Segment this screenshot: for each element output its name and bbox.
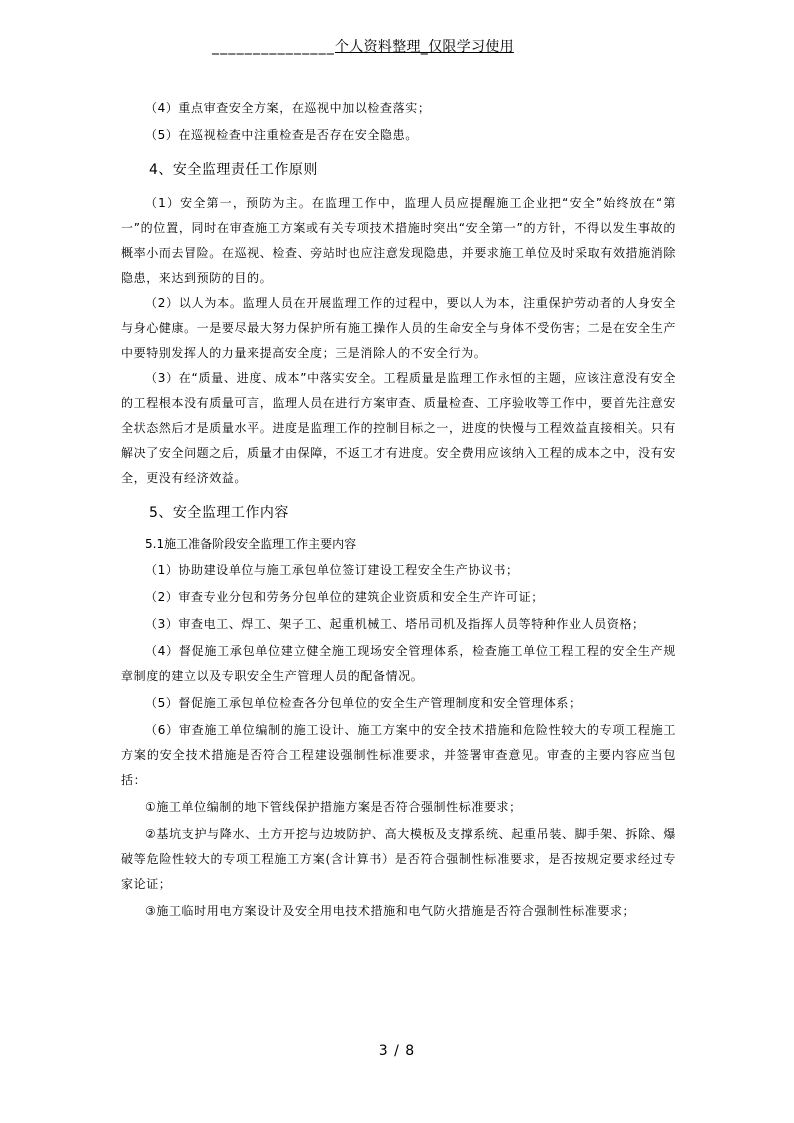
list-item: （2）审查专业分包和劳务分包单位的建筑企业资质和安全生产许可证； [145,590,544,604]
list-item: （6）审查施工单位编制的施工设计、施工方案中的安全技术措施和危险性较大的专项工程施工方案的安全技术措施是否符合工程建设强制性标准要求，并签署审查意见。审查的主要内容应当包括： [121,723,676,787]
paragraph: （3）在“质量、进度、成本”中落实安全。工程质量是监理工作永恒的主题，应该注意没有安全的工程根本没有质量可言，监理人员在进行方案审查、质量检查、工序验收等工作中，要首先注意安全状态然后才是质量水平。进度是监理工作的控制目标之一，进度的快慢与工程效益直接相关。只有解决了安全问题之后，质量才由保障，不返工才有进度。安全费用应该纳入工程的成本之中，没有安全，更没有经济效益。 [121,371,676,485]
page-header [212,36,514,56]
header-title: 个人资料整理_仅限学习使用 [335,39,514,55]
list-item: ③施工临时用电方案设计及安全用电技术措施和电气防火措施是否符合强制性标准要求； [145,904,636,918]
paragraph: （1）安全第一，预防为主。在监理工作中，监理人员应提醒施工企业把“安全”始终放在“第一”的位置，同时在审查施工方案或有关专项技术措施时突出“安全第一”的方针，不得以发生事故的概率小而去冒险。在巡视、检查、旁站时也应注意发现隐患，并要求施工单位及时采取有效措施消除隐患，来达到预防的目的。 [121,196,676,285]
subsection-heading-5-1: 5.1施工准备阶段安全监理工作主要内容 [145,537,357,551]
list-item: （5）督促施工承包单位检查各分包单位的安全生产管理制度和安全管理体系； [145,696,582,710]
paragraph: （5）在巡视检查中注重检查是否存在安全隐患。 [145,128,418,142]
paragraph: （2）以人为本。监理人员在开展监理工作的过程中，要以人为本，注重保护劳动者的人身安全与身心健康。一是要尽最大努力保护所有施工操作人员的生命安全与身体不受伤害；二是在安全生产中要特别发挥人的力量来提高安全度；三是消除人的不安全行为。 [121,296,676,360]
section-heading-4: 4、安全监理责任工作原则 [149,162,318,178]
document-body [121,96,676,926]
list-item: ①施工单位编制的地下管线保护措施方案是否符合强制性标准要求； [145,800,522,814]
paragraph: （4）重点审查安全方案，在巡视中加以检查落实； [145,101,431,115]
list-item: （3）审查电工、焊工、架子工、起重机械工、塔吊司机及指挥人员等特种作业人员资格； [145,617,645,631]
page-number: 3 / 8 [378,1043,416,1059]
header-dashes: _______________ [212,39,335,55]
list-item: ②基坑支护与降水、土方开挖与边坡防护、高大模板及支撑系统、起重吊装、脚手架、拆除、爆破等危险性较大的专项工程施工方案(含计算书）是否符合强制性标准要求，是否按规定要求经过专家论证； [121,827,676,891]
list-item: （4）督促施工承包单位建立健全施工现场安全管理体系，检查施工单位工程工程的安全生产规章制度的建立以及专职安全生产管理人员的配备情况。 [121,644,676,683]
section-heading-5: 5、安全监理工作内容 [149,505,289,521]
list-item: （1）协助建设单位与施工承包单位签订建设工程安全生产协议书； [145,563,519,577]
